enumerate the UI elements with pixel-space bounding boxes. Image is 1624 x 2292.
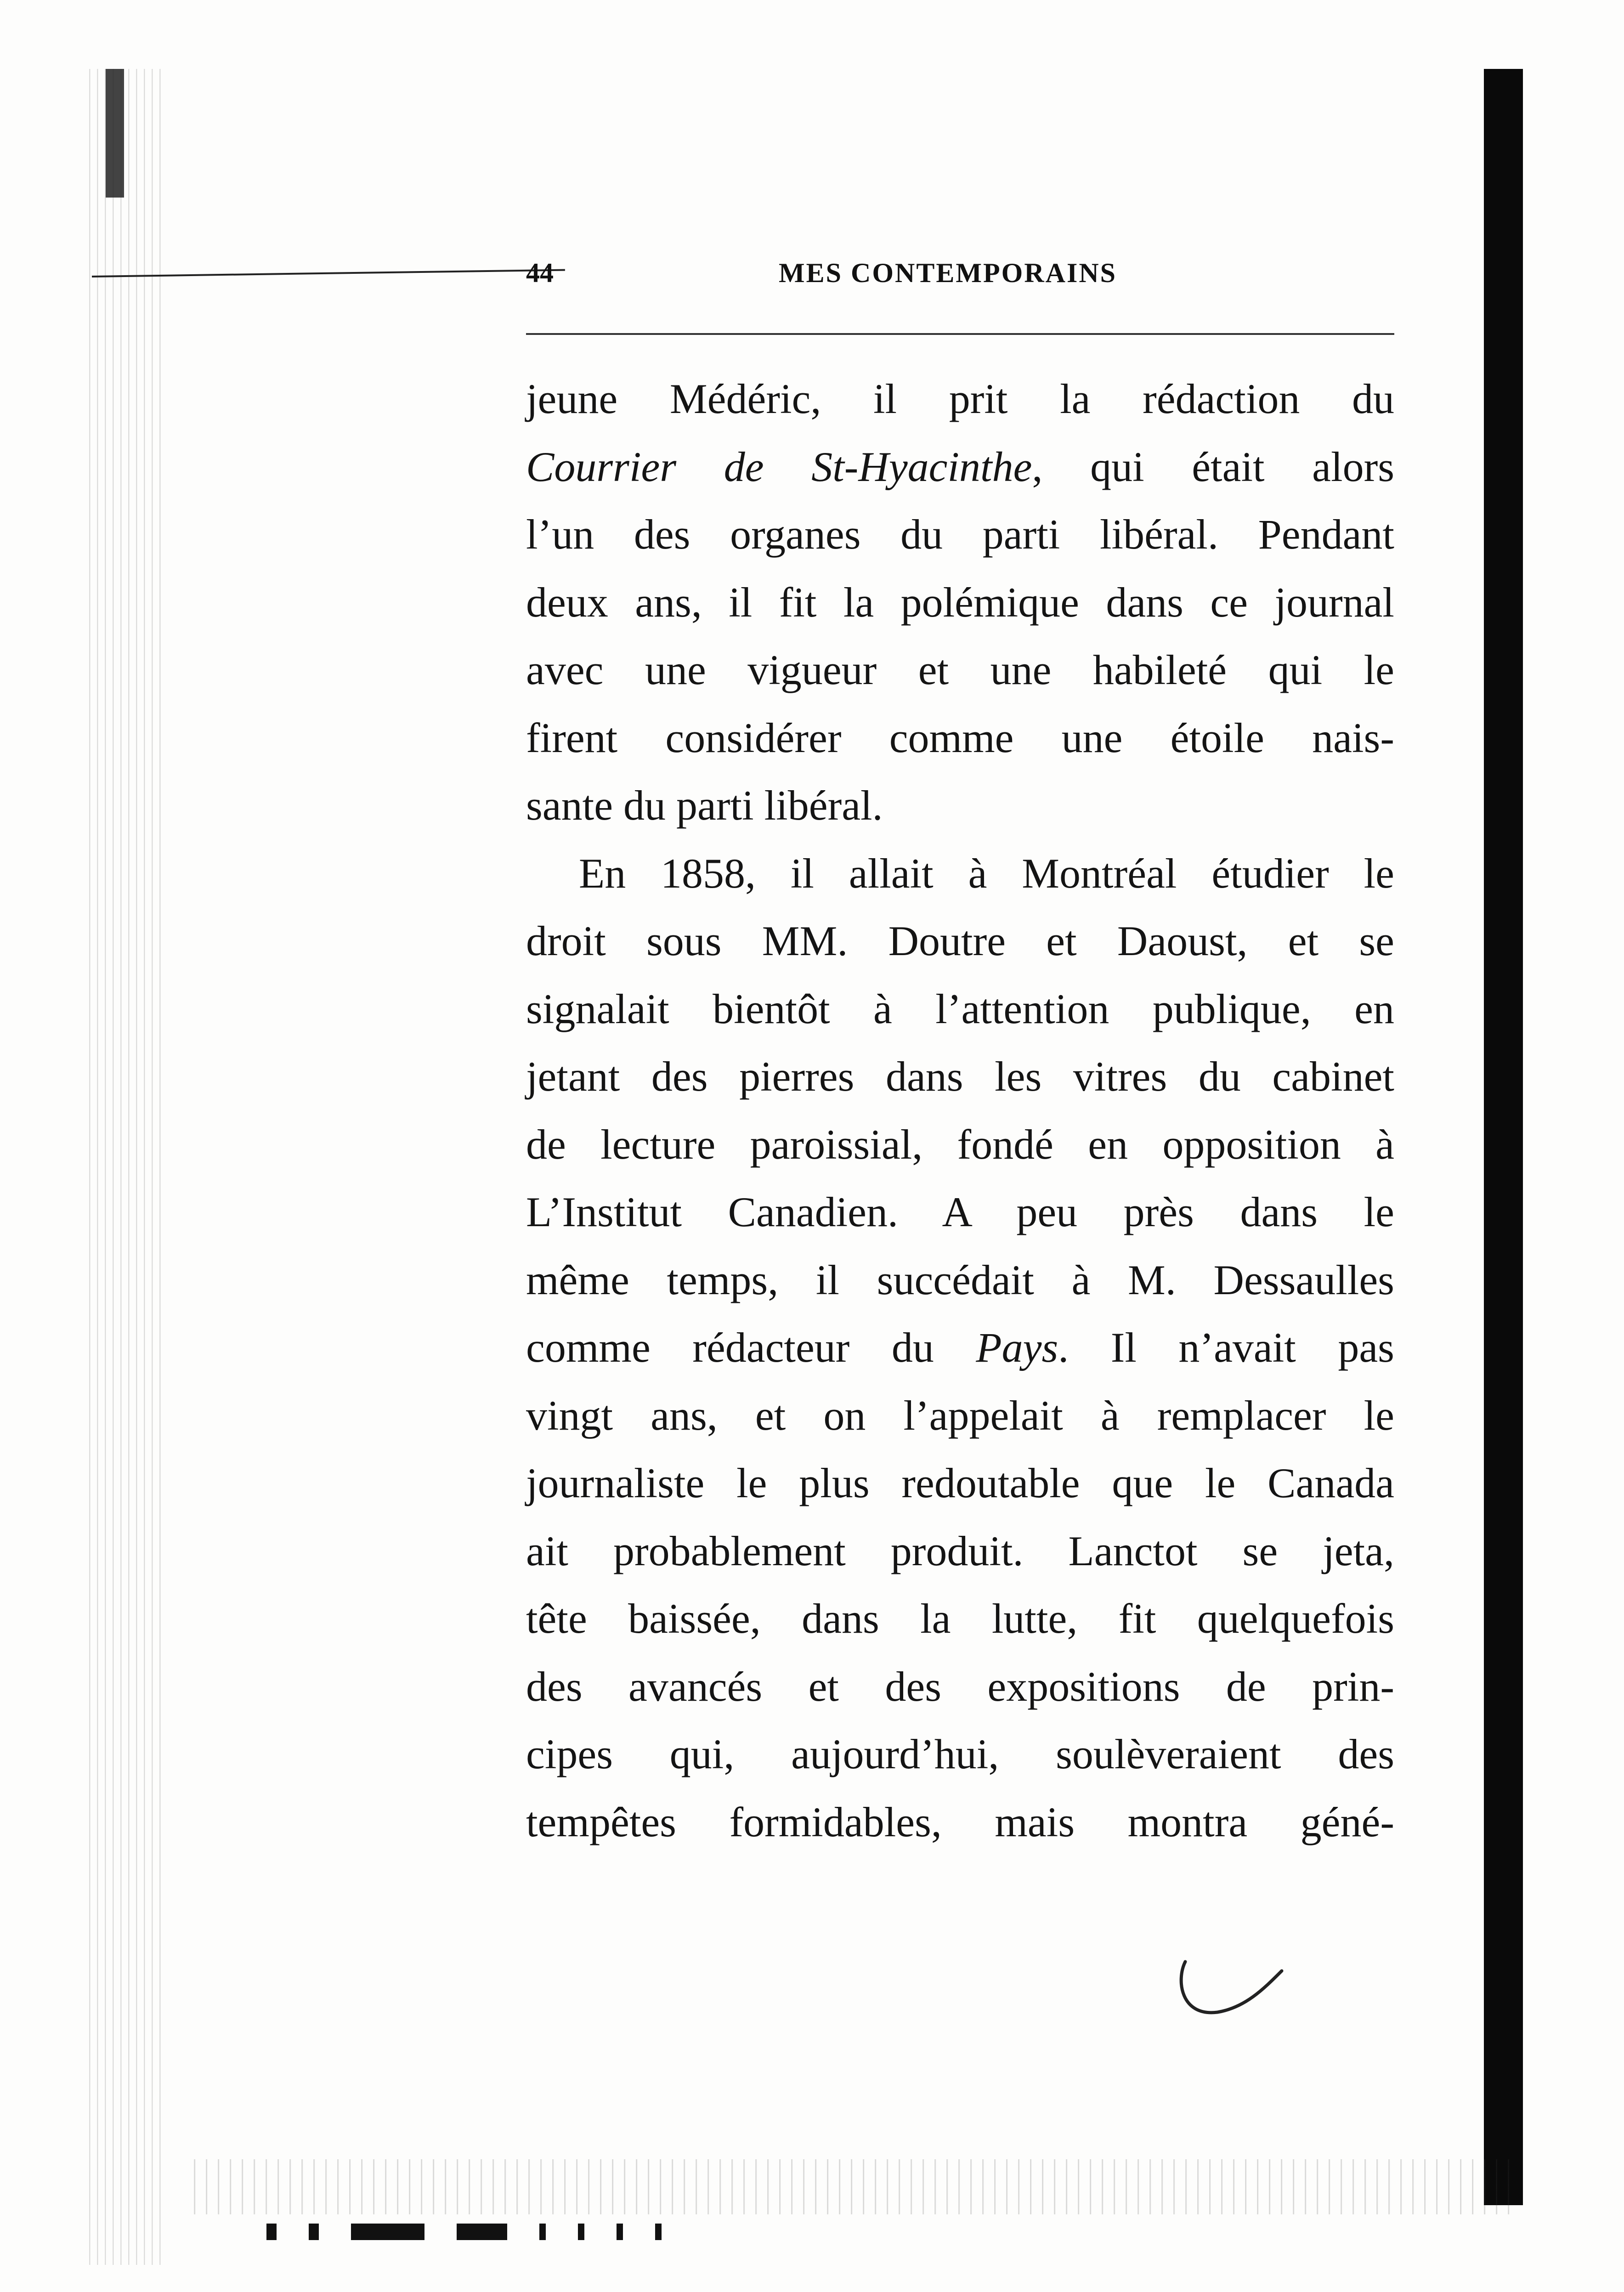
spine-dark-mark: [106, 69, 124, 198]
text-line: même temps, il succédait à M. Dessaulles: [526, 1256, 1394, 1303]
text-line: avec une vigueur et une habileté qui le: [526, 646, 1394, 693]
text-line: des avancés et des expositions de prin-: [526, 1663, 1394, 1710]
text-line: droit sous MM. Doutre et Daoust, et se: [526, 917, 1394, 964]
page-edge-shadow: [1484, 69, 1523, 2205]
text-line: L’Institut Canadien. A peu près dans le: [526, 1188, 1394, 1235]
text-line: vingt ans, et on l’appelait à remplacer le: [526, 1392, 1394, 1439]
text-line: En 1858, il allait à Montréal étudier le: [579, 849, 1394, 897]
text-line: Courrier de St-Hyacinthe, qui était alors: [526, 443, 1395, 490]
text-line: l’un des organes du parti libéral. Pendant: [526, 511, 1394, 558]
text-line: sante du parti libéral.: [526, 782, 883, 829]
text-line: jetant des pierres dans les vitres du cabinet: [526, 1053, 1394, 1100]
page-number: 44: [526, 258, 554, 288]
bottom-ruler-marks: [266, 2224, 662, 2242]
book-spine-shadow: [83, 69, 165, 2265]
body-text: [526, 365, 1394, 1856]
text-line: comme rédacteur du Pays. Il n’avait pas: [526, 1324, 1394, 1371]
pencil-mark: [1171, 1952, 1291, 2026]
bottom-scan-noise: [184, 2159, 1516, 2214]
text-line: signalait bientôt à l’attention publique, en: [526, 985, 1394, 1032]
newspaper-title: Courrier de St-Hyacinthe: [526, 443, 1032, 490]
running-title: MES CONTEMPORAINS: [779, 258, 1117, 288]
text-line: tempêtes formidables, mais montra géné-: [526, 1798, 1394, 1845]
text-line: journaliste le plus redoutable que le Canada: [526, 1460, 1394, 1506]
text-line: jeune Médéric, il prit la rédaction du: [526, 375, 1394, 422]
header-rule: [526, 333, 1394, 335]
text-line: ait probablement produit. Lanctot se jeta,: [526, 1527, 1394, 1574]
text-line: tête baissée, dans la lutte, fit quelquefois: [526, 1595, 1394, 1642]
newspaper-title: Pays: [976, 1324, 1058, 1371]
running-header: [526, 257, 1394, 299]
text-line: firent considérer comme une étoile nais-: [526, 714, 1394, 761]
text-line: cipes qui, aujourd’hui, soulèveraient des: [526, 1731, 1394, 1777]
text-line: de lecture paroissial, fondé en opposition à: [526, 1121, 1394, 1168]
text-line: deux ans, il fit la polémique dans ce journal: [526, 578, 1394, 626]
